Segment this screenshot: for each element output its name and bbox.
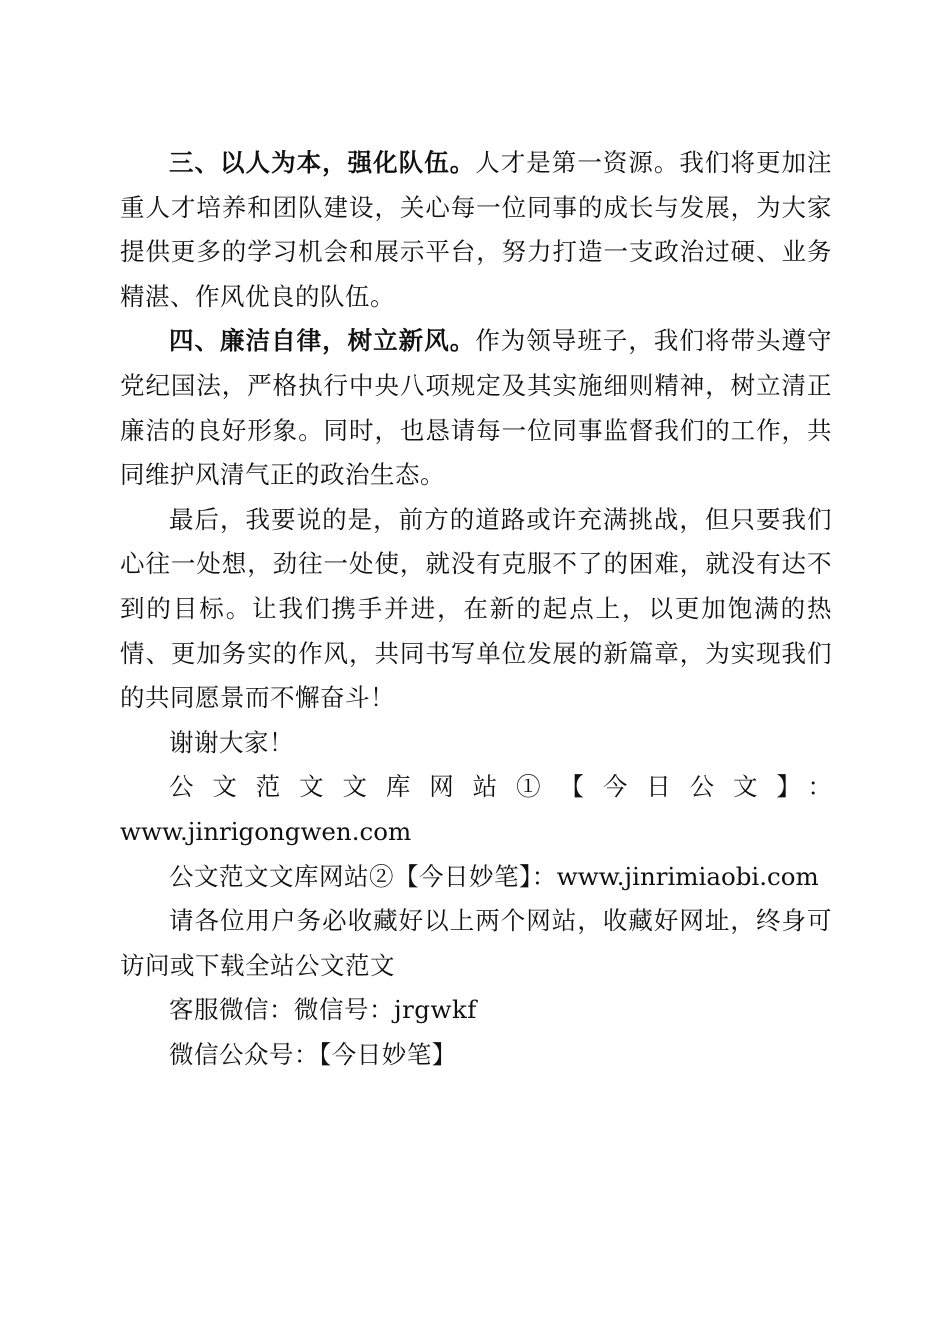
section-three-text: 人才是第一资源。我们将更加注重人才培养和团队建设，关心每一位同事的成长与发展，为大家提供更多的学习机会和展示平台，努力打造一支政治过硬、业务精湛、作风优良的队伍。 <box>120 148 833 311</box>
site-one-label: 公文范文文库网站①【今日公文】： <box>169 772 832 802</box>
thanks-line: 谢谢大家！ <box>169 727 294 757</box>
notice-paragraph: 请各位用户务必收藏好以上两个网站，收藏好网址，终身可访问或下载全站公文范文 <box>120 906 832 980</box>
section-four-text: 作为领导班子，我们将带头遵守党纪国法，严格执行中央八项规定及其实施细则精神，树立清正廉洁的良好形象。同时，也恳请每一位同事监督我们的工作，共同维护风清气正的政治生态。 <box>120 326 833 490</box>
wechat-public-line: 微信公众号：【今日妙笔】 <box>169 1039 457 1069</box>
site-one-line <box>120 765 832 810</box>
closing-paragraph: 最后，我要说的是，前方的道路或许充满挑战，但只要我们心往一处想，劲往一处使，就没有克服不了的困难，就没有达不到的目标。让我们携手并进，在新的起点上，以更加饱满的热情、更加务实的作风，共同书写单位发展的新篇章，为实现我们的共同愿景而不懈奋斗！ <box>120 504 832 713</box>
site-two-line <box>120 855 832 900</box>
site-two-url[interactable]: www.jinrimiaobi.com <box>556 861 819 891</box>
site-one-url[interactable]: www.jinrigongwen.com <box>120 816 412 846</box>
section-four-paragraph <box>120 319 832 497</box>
site-two-label: 公文范文文库网站②【今日妙笔】： <box>169 861 557 891</box>
site-one-url-line <box>120 810 832 855</box>
section-four-heading: 四、廉洁自律，树立新风。 <box>169 326 476 356</box>
wechat-service-line: 客服微信：微信号：jrgwkf <box>169 995 477 1025</box>
section-three-paragraph <box>120 141 832 319</box>
document-body <box>120 141 832 1077</box>
section-three-heading: 三、以人为本，强化队伍。 <box>169 148 476 177</box>
